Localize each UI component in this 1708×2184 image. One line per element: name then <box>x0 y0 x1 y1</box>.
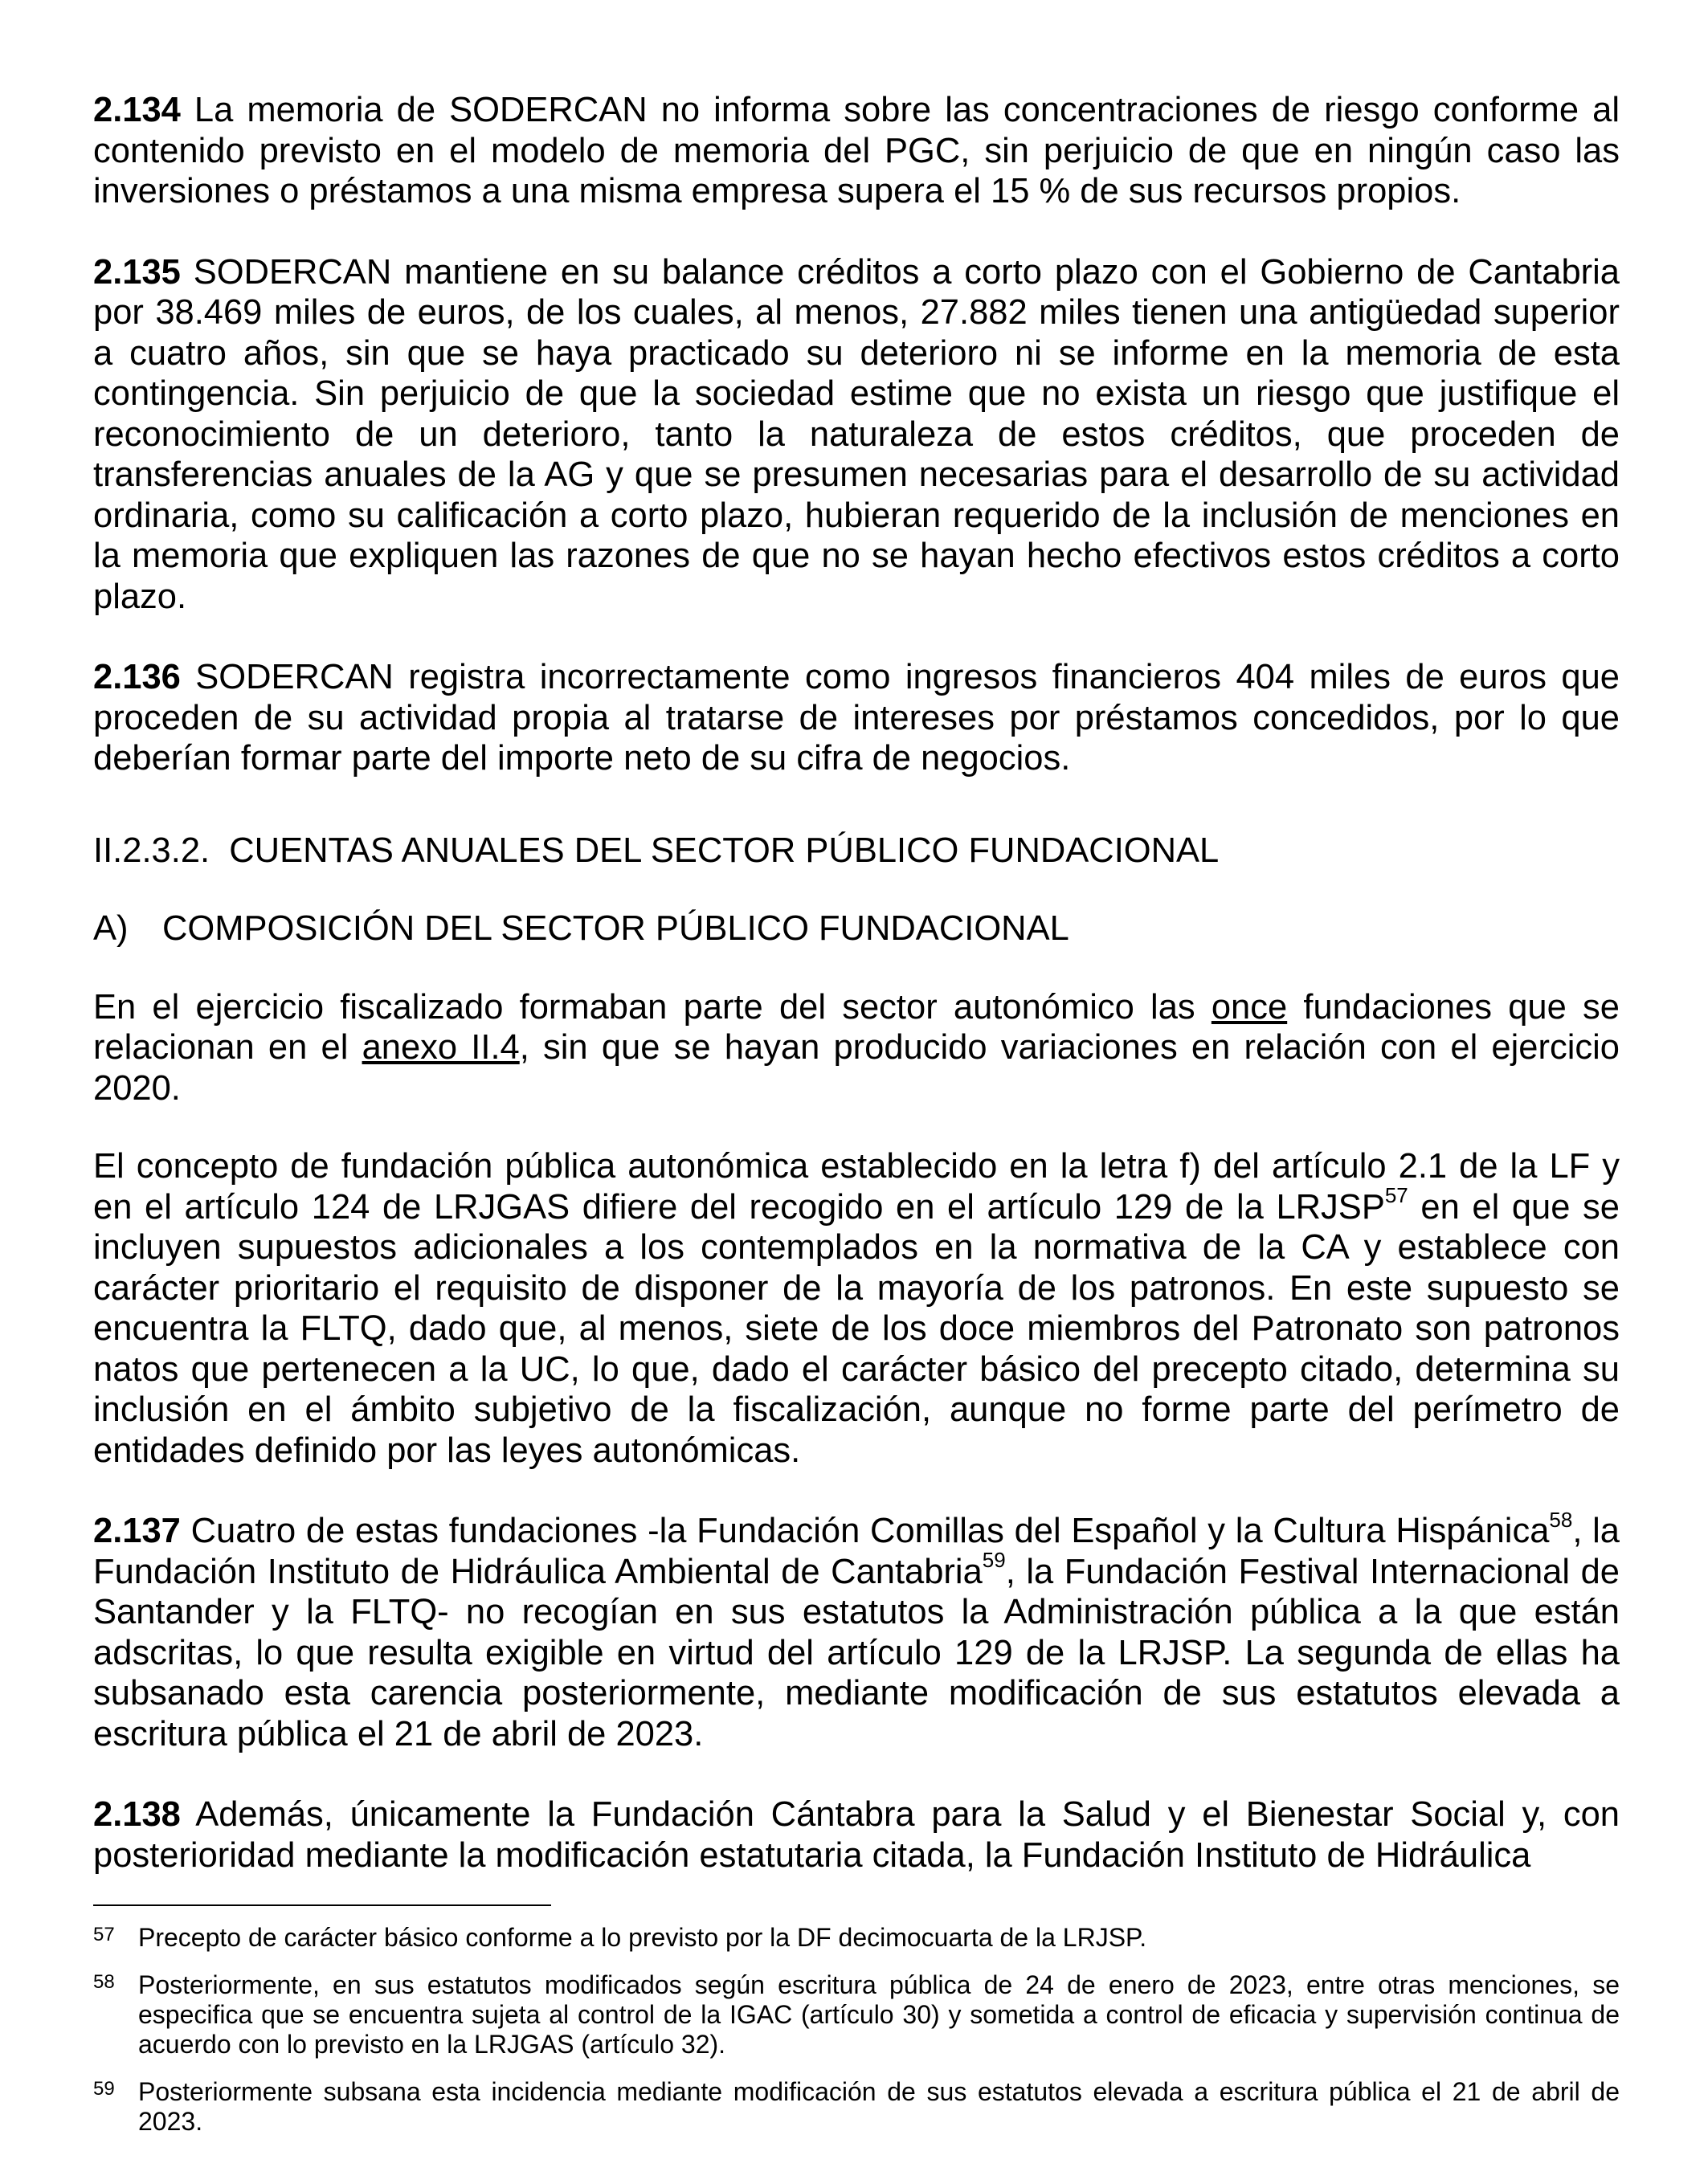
intro-text-3: , sin que se hayan producido variaciones en relación con el ejercicio 2020. <box>93 1028 1620 1108</box>
subsection-letter: A) <box>93 909 129 948</box>
footnotes <box>93 1923 1620 2137</box>
footnote-59 <box>93 2077 1620 2137</box>
footnote-number: 58 <box>93 1971 115 1993</box>
paragraph-intro <box>93 987 1620 1109</box>
paragraph-text-1: Cuatro de estas fundaciones -la Fundación Comillas del Español y la Cultura Hispánica <box>180 1512 1550 1550</box>
paragraph-number: 2.134 <box>93 91 181 129</box>
document-body <box>93 90 1620 1876</box>
concept-text-1: El concepto de fundación pública autonómica establecido en la letra f) del artículo 2.1 de la LF y en el artículo 124 de LRJGAS difiere del recogido en el artículo 129 de la LRJSP <box>93 1147 1620 1227</box>
paragraph-concept <box>93 1146 1620 1471</box>
paragraph-text: SODERCAN mantiene en su balance créditos a corto plazo con el Gobierno de Cantabria por 38.469 miles de euros, de los cuales, al menos, 27.882 miles tienen una antigüedad superior a cuatro años, sin que se haya practicado su deterioro ni se informe en la memoria de esta contingencia. Sin perjuicio de que la sociedad estime que no exista un riesgo que justifique el reconocimiento de un deterioro, tanto la naturaleza de estos créditos, que proceden de transferencias anuales de la AG y que se presumen necesarias para el desarrollo de su actividad ordinaria, como su calificación a corto plazo, hubieran requerido de la inclusión de menciones en la memoria que expliquen las razones de que no se hayan hecho efectivos estos créditos a corto plazo. <box>93 252 1620 616</box>
paragraph-text-3: , la Fundación Festival Internacional de Santander y la FLTQ- no recogían en sus estatutos la Administración pública a la que están adscritas, lo que resulta exigible en virtud del artículo 129 de la LRJSP. La segunda de ellas ha subsanado esta carencia posteriormente, mediante modificación de sus estatutos elevada a escritura pública el 21 de abril de 2023. <box>93 1552 1620 1753</box>
intro-underlined-once: once <box>1211 987 1288 1027</box>
footnote-ref-58[interactable]: 58 <box>1549 1507 1573 1532</box>
paragraph-2-135 <box>93 252 1620 618</box>
paragraph-2-134 <box>93 90 1620 212</box>
paragraph-2-137 <box>93 1507 1620 1754</box>
subsection-title: COMPOSICIÓN DEL SECTOR PÚBLICO FUNDACIONAL <box>162 909 1069 948</box>
footnote-ref-59[interactable]: 59 <box>982 1548 1006 1572</box>
paragraph-number: 2.137 <box>93 1512 181 1550</box>
footnote-separator <box>93 1904 551 1906</box>
intro-text-2: fundaciones que se relacionan en el <box>93 987 1620 1067</box>
section-heading: II.2.3.2. CUENTAS ANUALES DEL SECTOR PÚBLICO FUNDACIONAL <box>93 831 1220 870</box>
footnote-text: Precepto de carácter básico conforme a lo previsto por la DF decimocuarta de la LRJSP. <box>138 1923 1147 1952</box>
paragraph-2-138 <box>93 1794 1620 1876</box>
paragraph-text: SODERCAN registra incorrectamente como ingresos financieros 404 miles de euros que proceden de su actividad propia al tratarse de intereses por préstamos concedidos, por lo que deberían formar parte del importe neto de su cifra de negocios. <box>93 658 1620 778</box>
footnote-text: Posteriormente, en sus estatutos modificados según escritura pública de 24 de enero de 2023, entre otras menciones, se especifica que se encuentra sujeta al control de la IGAC (artículo 30) y sometida a control de eficacia y supervisión continua de acuerdo con lo previsto en la LRJGAS (artículo 32). <box>138 1970 1620 2059</box>
paragraph-number: 2.135 <box>93 252 181 292</box>
subsection-heading <box>93 908 1620 949</box>
footnote-ref-57[interactable]: 57 <box>1384 1183 1408 1207</box>
footnote-number: 59 <box>93 2078 115 2100</box>
paragraph-text-2: , la Fundación Instituto de Hidráulica Ambiental de Cantabria <box>93 1512 1620 1591</box>
footnote-text: Posteriormente subsana esta incidencia mediante modificación de sus estatutos elevada a escritura pública el 21 de abril de 2023. <box>138 2077 1620 2136</box>
footnote-57 <box>93 1923 1620 1953</box>
intro-text-1: En el ejercicio fiscalizado formaban parte del sector autonómico las <box>93 987 1212 1027</box>
footnote-number: 57 <box>93 1924 115 1945</box>
paragraph-2-136 <box>93 657 1620 779</box>
paragraph-text: La memoria de SODERCAN no informa sobre las concentraciones de riesgo conforme al contenido previsto en el modelo de memoria del PGC, sin perjuicio de que en ningún caso las inversiones o préstamos a una misma empresa supera el 15 % de sus recursos propios. <box>93 91 1620 210</box>
paragraph-number: 2.136 <box>93 658 181 696</box>
concept-text-2: en el que se incluyen supuestos adicionales a los contemplados en la normativa de la CA y establece con carácter prioritario el requisito de disponer de la mayoría de los patronos. En este supuesto se encuentra la FLTQ, dado que, al menos, siete de los doce miembros del Patronato son patronos natos que pertenecen a la UC, lo que, dado el carácter básico del precepto citado, determina su inclusión en el ámbito subjetivo de la fiscalización, aunque no forme parte del perímetro de entidades definido por las leyes autonómicas. <box>93 1187 1620 1470</box>
paragraph-text: Además, únicamente la Fundación Cántabra para la Salud y el Bienestar Social y, con posterioridad mediante la modificación estatutaria citada, la Fundación Instituto de Hidráulica <box>93 1795 1620 1875</box>
annex-link[interactable]: anexo II.4 <box>362 1028 520 1067</box>
paragraph-number: 2.138 <box>93 1795 181 1834</box>
footnote-58 <box>93 1970 1620 2059</box>
